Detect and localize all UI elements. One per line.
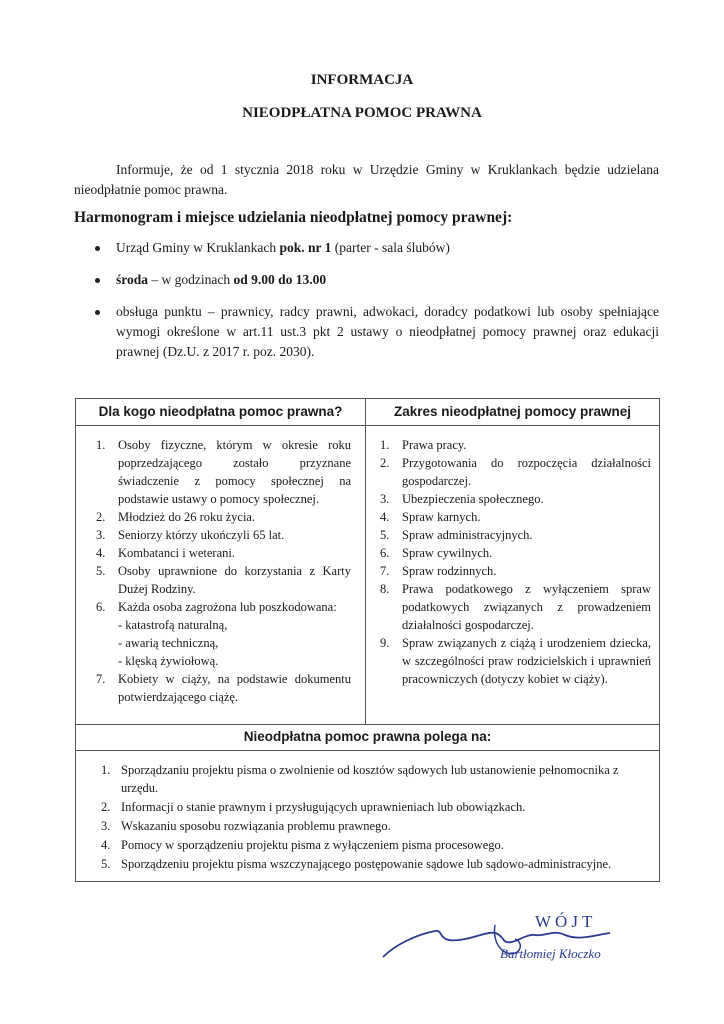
item-text: Kobiety w ciąży, na podstawie dokumentu potwierdzającego ciążę. (118, 672, 351, 704)
item-text: Osoby fizyczne, którym w okresie roku poprzedzającego zostało przyznane świadczenie z pomocy społecznej na podstawie ustawy o pomocy społecznej. (118, 438, 351, 506)
item-number: 7. (380, 564, 390, 578)
item-text: Prawa podatkowego z wyłączeniem spraw podatkowych związanych z prowadzeniem działalności gospodarczej. (402, 582, 651, 632)
signature-role: WÓJT (535, 912, 597, 931)
item-text: Pomocy w sporządzeniu projektu pisma z wyłączeniem pisma procesowego. (121, 838, 504, 852)
bullet-text: (parter - sala ślubów) (331, 240, 450, 255)
list-item (380, 544, 651, 562)
list-item (380, 454, 651, 490)
intro-text: Informuje, że od 1 stycznia 2018 roku w Urzędzie Gminy w Kruklankach będzie udzielana nieodpłatnie pomoc prawna. (74, 162, 659, 197)
item-number: 6. (380, 546, 390, 560)
item-text: Spraw cywilnych. (402, 546, 493, 560)
list-item (101, 817, 651, 835)
item-number: 5. (101, 857, 111, 871)
item-text: Sporządzaniu projektu pisma o zwolnienie od kosztów sądowych lub ustanowienie pełnomocnika z urzędu. (121, 763, 619, 795)
document-subtitle: NIEODPŁATNA POMOC PRAWNA (242, 105, 482, 121)
item-text: Spraw rodzinnych. (402, 564, 497, 578)
eligibility-header: Dla kogo nieodpłatna pomoc prawna? (76, 399, 365, 426)
harmonogram-heading: Harmonogram i miejsce udzielania nieodpłatnej pomocy prawnej: (74, 209, 513, 226)
list-item (74, 238, 659, 258)
list-item (380, 490, 651, 508)
item-number: 2. (101, 800, 111, 814)
hours-bold: od 9.00 do 13.00 (233, 272, 327, 287)
eligibility-column (76, 399, 366, 724)
list-item (96, 562, 351, 598)
harmonogram-list (74, 238, 659, 374)
list-item (101, 855, 651, 873)
bullet-bold: środa (116, 272, 149, 287)
bullet-icon (95, 246, 100, 251)
item-text: Spraw administracyjnych. (402, 528, 533, 542)
item-number: 4. (380, 510, 390, 524)
item-text: Spraw karnych. (402, 510, 481, 524)
list-item (380, 526, 651, 544)
list-item (96, 670, 351, 706)
item-number: 5. (380, 528, 390, 542)
item-number: 1. (380, 438, 390, 452)
list-item (380, 436, 651, 454)
list-item (96, 526, 351, 544)
item-text: Sporządzeniu projektu pisma wszczynającego postępowanie sądowe lub sądowo-administracyjne. (121, 857, 612, 871)
bullet-bold: pok. nr 1 (279, 240, 332, 255)
item-text: Każda osoba zagrożona lub poszkodowana: (118, 600, 337, 614)
signature-name: Bartłomiej Kłoczko (500, 946, 601, 961)
item-text: Wskazaniu sposobu rozwiązania problemu prawnego. (121, 819, 391, 833)
item-number: 8. (380, 582, 390, 596)
item-text: Przygotowania do rozpoczęcia działalności gospodarczej. (402, 456, 651, 488)
item-number: 1. (101, 763, 111, 777)
item-number: 2. (380, 456, 390, 470)
list-item (96, 508, 351, 526)
item-text: Seniorzy którzy ukończyli 65 lat. (118, 528, 285, 542)
item-text: Osoby uprawnione do korzystania z Karty Dużej Rodziny. (118, 564, 351, 596)
item-text: Ubezpieczenia społecznego. (402, 492, 544, 506)
sub-item: - awarią techniczną, (118, 636, 219, 650)
list-item (101, 761, 651, 797)
list-item (380, 508, 651, 526)
bullet-text: obsługa punktu – prawnicy, radcy prawni, adwokaci, doradcy podatkowi lub osoby spełniające wymogi określone w art.11 ust.3 pkt 2 ustawy o nieodpłatnej pomocy prawnej oraz edukacji prawnej (Dz.U. z 2017 r. poz. 2030). (116, 304, 659, 359)
item-number: 4. (101, 838, 111, 852)
intro-paragraph (74, 160, 659, 200)
services-header: Nieodpłatna pomoc prawna polega na: (76, 723, 659, 751)
signature-stamp (375, 905, 635, 975)
sub-item: - klęską żywiołową. (118, 654, 219, 668)
services-table (75, 723, 660, 882)
scope-header: Zakres nieodpłatnej pomocy prawnej (366, 399, 659, 426)
services-list (76, 751, 659, 873)
item-number: 1. (96, 438, 106, 452)
bullet-icon (95, 310, 100, 315)
list-item (101, 798, 651, 816)
item-number: 5. (96, 564, 106, 578)
sub-item: - katastrofą naturalną, (118, 618, 228, 632)
item-text: Młodzież do 26 roku życia. (118, 510, 256, 524)
scope-list (366, 426, 659, 688)
list-item (74, 270, 659, 290)
item-number: 3. (101, 819, 111, 833)
item-text: Informacji o stanie prawnym i przysługujących uprawnieniach lub obowiązkach. (121, 800, 526, 814)
scope-column (366, 399, 659, 724)
item-number: 3. (380, 492, 390, 506)
eligibility-list (76, 426, 365, 706)
item-number: 6. (96, 600, 106, 614)
bullet-text: Urząd Gminy w Kruklankach (116, 240, 280, 255)
item-text: Prawa pracy. (402, 438, 467, 452)
item-number: 2. (96, 510, 106, 524)
list-item (101, 836, 651, 854)
item-number: 7. (96, 672, 106, 686)
list-item (380, 562, 651, 580)
list-item (380, 634, 651, 688)
bullet-icon (95, 278, 100, 283)
item-number: 4. (96, 546, 106, 560)
list-item (96, 436, 351, 508)
item-number: 3. (96, 528, 106, 542)
list-item (96, 598, 351, 670)
list-item (96, 544, 351, 562)
item-text: Kombatanci i weterani. (118, 546, 235, 560)
item-number: 9. (380, 636, 390, 650)
list-item (380, 580, 651, 634)
bullet-text: – w godzinach (148, 272, 234, 287)
list-item (74, 302, 659, 362)
document-title: INFORMACJA (310, 72, 414, 88)
item-text: Spraw związanych z ciążą i urodzeniem dziecka, w szczególności praw rodzicielskich i uprawnień pracowniczych (dotyczy kobiet w ciąży). (402, 636, 651, 686)
info-table (75, 398, 660, 725)
